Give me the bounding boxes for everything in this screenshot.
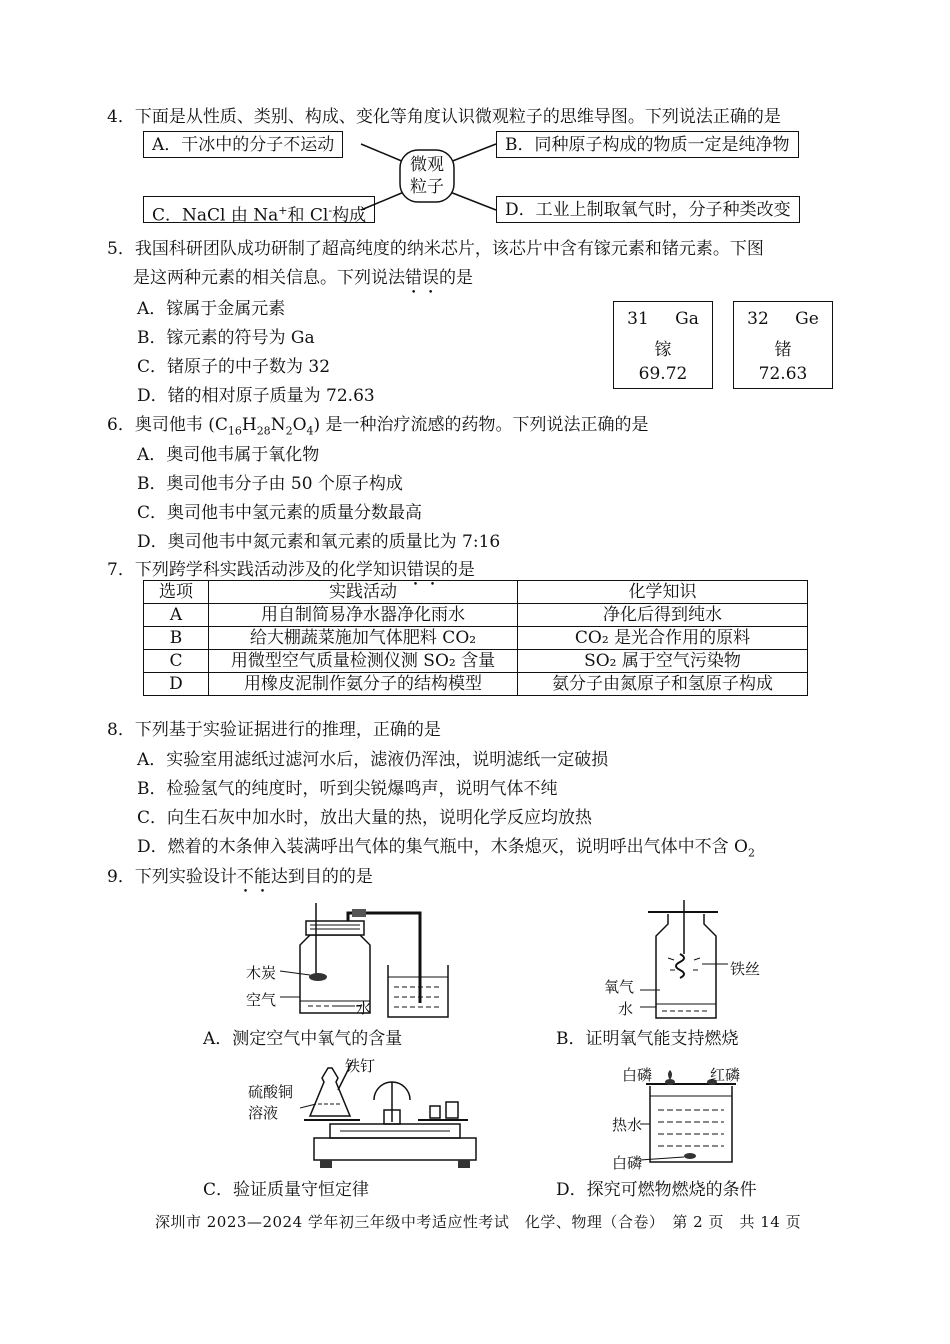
cell-knowledge: 净化后得到纯水 <box>518 604 808 627</box>
header-activity: 实践活动 <box>209 581 518 604</box>
fig-a-label-charcoal: 木炭 <box>246 964 277 982</box>
q4-mindmap-connectors <box>0 0 950 240</box>
cell-activity: 给大棚蔬菜施加气体肥料 CO₂ <box>209 627 518 650</box>
element-card-gallium: 31 Ga 镓 69.72 <box>613 301 713 389</box>
cell-knowledge: CO₂ 是光合作用的原料 <box>518 627 808 650</box>
q5-option-c: C．锗原子的中子数为 32 <box>137 357 331 377</box>
q4-option-a: A．干冰中的分子不运动 <box>143 131 343 158</box>
q9-stem: 9．下列实验设计不能达到目的的是 <box>107 867 373 887</box>
q6-option-d: D．奥司他韦中氮元素和氧元素的质量比为 7:16 <box>137 532 501 552</box>
fig-c-label-solution-line2: 溶液 <box>248 1104 279 1122</box>
table-header-row <box>144 581 808 604</box>
cell-option: B <box>144 627 209 650</box>
q4-option-b: B．同种原子构成的物质一定是纯净物 <box>496 131 799 158</box>
q6-option-c: C．奥司他韦中氢元素的质量分数最高 <box>137 503 423 523</box>
fig-c-label-nail: 铁钉 <box>345 1057 376 1075</box>
q7-stem: 7．下列跨学科实践活动涉及的化学知识错误的是 <box>107 560 475 580</box>
fig-d-label-white-phosphorus: 白磷 <box>622 1066 653 1084</box>
cell-option: A <box>144 604 209 627</box>
cell-activity: 用微型空气质量检测仪测 SO₂ 含量 <box>209 650 518 673</box>
q5-stem-line2: 是这两种元素的相关信息。下列说法错误的是 <box>133 268 473 288</box>
fig-a-caption: A．测定空气中氧气的含量 <box>203 1029 403 1049</box>
q4-stem: 4．下面是从性质、类别、构成、变化等角度认识微观粒子的思维导图。下列说法正确的是 <box>107 107 781 127</box>
q8-option-b: B．检验氢气的纯度时，听到尖锐爆鸣声，说明气体不纯 <box>137 779 558 799</box>
q8-option-c: C．向生石灰中加水时，放出大量的热，说明化学反应均放热 <box>137 808 593 828</box>
q4-option-d: D．工业上制取氧气时，分子种类改变 <box>496 196 800 223</box>
table-row <box>144 673 808 696</box>
q6-option-a: A．奥司他韦属于氧化物 <box>137 445 320 465</box>
q6-stem: 6．奥司他韦 $(C_{16}H_{28}N_2O_4)$ 是一种治疗流感的药物。下列说法正确的是 <box>107 415 649 438</box>
fig-a-label-water: 水 <box>356 999 372 1017</box>
fig-d-caption: D．探究可燃物燃烧的条件 <box>556 1180 757 1200</box>
q8-option-d: D．燃着的木条伸入装满呼出气体的集气瓶中，木条熄灭，说明呼出气体中不含 $O_2$ <box>137 837 755 860</box>
figure-c-apparatus <box>300 1060 480 1172</box>
q5-option-d: D．锗的相对原子质量为 72.63 <box>137 386 375 406</box>
cell-activity: 用自制简易净水器净化雨水 <box>209 604 518 627</box>
element-card-germanium: 32 Ge 锗 72.63 <box>733 301 833 389</box>
q8-stem: 8．下列基于实验证据进行的推理，正确的是 <box>107 720 441 740</box>
fig-c-label-solution-line1: 硫酸铜 <box>248 1083 294 1101</box>
fig-b-label-oxygen: 氧气 <box>604 978 635 996</box>
q5-option-a: A．镓属于金属元素 <box>137 299 286 319</box>
fig-c-caption: C．验证质量守恒定律 <box>203 1180 370 1200</box>
q5-stem-line1: 5．我国科研团队成功研制了超高纯度的纳米芯片，该芯片中含有镓元素和锗元素。下图 <box>107 239 764 259</box>
table-row <box>144 604 808 627</box>
cell-knowledge: SO₂ 属于空气污染物 <box>518 650 808 673</box>
q4-option-c: C．NaCl 由 Na+和 Cl-构成 <box>143 196 375 223</box>
cell-option: C <box>144 650 209 673</box>
q8-option-a: A．实验室用滤纸过滤河水后，滤液仍浑浊，说明滤纸一定破损 <box>137 750 609 770</box>
table-row <box>144 650 808 673</box>
fig-b-label-iron: 铁丝 <box>730 960 761 978</box>
table-row <box>144 627 808 650</box>
header-option: 选项 <box>144 581 209 604</box>
cell-activity: 用橡皮泥制作氨分子的结构模型 <box>209 673 518 696</box>
q4-center-node: 微观 粒子 <box>410 155 444 197</box>
header-knowledge: 化学知识 <box>518 581 808 604</box>
fig-d-label-white-phosphorus-bottom: 白磷 <box>612 1154 643 1172</box>
fig-a-label-air: 空气 <box>246 991 277 1009</box>
q5-option-b: B．镓元素的符号为 Ga <box>137 328 315 348</box>
page-footer: 深圳市 2023—2024 学年初三年级中考适应性考试 化学、物理（合卷） 第 2 页 共 14 页 <box>155 1213 802 1231</box>
fig-b-label-water: 水 <box>618 1000 634 1018</box>
fig-d-label-red-phosphorus: 红磷 <box>710 1066 741 1084</box>
q7-table <box>143 580 808 696</box>
figure-b-apparatus <box>640 900 730 1020</box>
fig-d-label-hot-water: 热水 <box>612 1116 643 1134</box>
cell-option: D <box>144 673 209 696</box>
fig-b-caption: B．证明氧气能支持燃烧 <box>556 1029 739 1049</box>
q6-option-b: B．奥司他韦分子由 50 个原子构成 <box>137 474 403 494</box>
cell-knowledge: 氨分子由氮原子和氢原子构成 <box>518 673 808 696</box>
